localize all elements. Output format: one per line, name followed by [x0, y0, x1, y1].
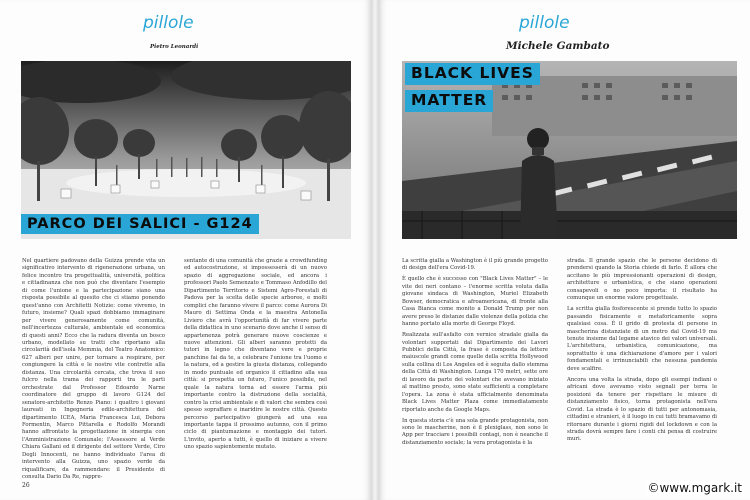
page-gutter — [371, 0, 379, 500]
page-number: 26 — [22, 482, 30, 489]
watermark: ©www.mgark.it — [647, 481, 742, 495]
section-title: pillole — [143, 13, 194, 33]
park-photo — [21, 61, 351, 239]
park-illustration — [21, 61, 351, 239]
street-photo — [402, 61, 737, 239]
paragraph: Ancora una volta la strada, dopo gli esempi indiani o africani dove avevamo visto segnali per terra le posizioni da tenere per rispettare le misure di distanziamento fisico, torna protagonista nell'era Covid. La strada è lo spazio di tutti per antonomasia, cittadini e stranieri, è il luogo in cui tutti bramavamo di ritornare durante i giorni rigidi del lockdown e con la strada dovrà sempre fare i conti chi pensa di costruire muri. — [567, 376, 717, 443]
author-name: Michele Gambato — [506, 40, 610, 52]
article-column-2 — [184, 258, 327, 455]
paragraph: La scritta gialla a Washington è il più grande progetto di design dell'era Covid-19. — [402, 258, 548, 272]
paragraph: Realizzata sull'asfalto con vernice stradale gialla da volontari supportati dal Dipartimento dei Lavori Pubblici della Città, la frase è composta da lettere maiuscole grandi come quelle della scritta Hollywood sulla collina di Los Angeles ed è seguita dallo stemma della Città di Washington. Lunga 170 metri, sette ore di lavoro da parte dei volontari che avevano iniziato al mattino presto, sono state sufficienti a completare l'opera. La zona è stata ufficialmente denominata Black Lives Matter Plaza come immediatamente riportato anche da Google Maps. — [402, 332, 548, 413]
left-page — [0, 0, 371, 500]
banner-line-1: BLACK LIVES — [405, 63, 540, 85]
author-name: Pietro Leonardi — [150, 44, 199, 50]
paragraph: Nel quartiere padovano della Guizza prende vita un significativo intervento di rigenerazione urbana, un felice incontro tra progettualità, università, politica e cittadinanza che non può che diventare l'esempio di come l'unione e la partecipazione siano una risposta possibile al quesito che ci stiamo ponendo quest'anno con Architetti Notizie: come vivremo, in futuro, insieme? Quali spazi dobbiamo immaginare per vivere generosamente come comunità, nell'incertezza culturale, ambientale ed economica di questi anni? Ecco che la radura diventa un bosco urbano, modellato su tratti che riportano alla circolarità dell'isola Memmia, del Teatro Anatomico: 627 alberi per unire, per tornare a respirare, per congiungere la città e le nostre vite contrette alla distanza. Una circolarità cercata, che trova il suo fulcro nella trama dei rapporti tra le parti orchestrate dal Professor Edoardo Narne coordinatore del gruppo di lavoro G124 del senatore-architetto Renzo Piano: i quattro i giovani laureati in Ingegneria edile-architettura del dipartimento ICEA, Maria Francesca Lui, Debora Formentin, Marco Pittarella e Rodolfo Morandi hanno affrontato la progettazione in sinergia con l'Amministrazione Comunale; l'Assessore al Verde Chiara Gallani ed il dirigente del settore Verde, Ciro Degli Innocenti, ne hanno individuato l'area di intervento alla Guizza, uno spazio verde da riqualificare, da rammendare: il Presidente di consulta Dario Da Re, rappre- — [22, 258, 165, 481]
right-page — [379, 0, 750, 500]
article-column-1 — [22, 258, 165, 485]
article-banner: PARCO DEI SALICI - G124 — [21, 214, 259, 234]
paragraph: sentante di una comunità che grazie a crowdfunding ed autocostruzione, si impossesserà di un nuovo spazio di aggregazione sociale, ed ancora i professori Paolo Semenzato e Tommaso Anfodillo del Dipartimento Territorio e Sistemi Agro-Forestali di Padova per la scelta delle specie arboree, e molti complici che faranno vivere il parco: come Aurora Di Mauro di Settima Onda e la maestra Antonella Liviero che avrà l'opportunità di far vivere parte della didattica in uno scenario dove anche il senso di appartenenza potrà generare nuove coscienze e nuove attenzioni. Gli alberi saranno protetti da tutori in legno che diventano vere e proprie panchine fai da te, a celebrare l'unione tra l'uomo e la natura, ed a gestire la giusta distanza, collegando in modo puntuale ed organico il cittadino alla sua città: si prospetta un futuro, l'unico possibile, nel quale la natura torna ad essere l'arma più importante contro la distruzione della socialità, contro la crisi ambientale e di valori che sembra così spesso sopraffare e inaridire le nostre città. Questo percorso partecipativo giungerà ad una sua importante tappa il prossimo autunno, con il primo ciclo di piantumazione e montaggio dei tutori. L'invito, aperto a tutti, è quello di iniziare a vivere uno spazio sapientemente mutato. — [184, 258, 327, 451]
paragraph: La scritta gialla fosforescente si prende tutto lo spazio passando fisicamente e metaforicamente sopra qualsiasi cosa. È il grido di protesta di persone in mascherina distanziate di un metro dal Covid-19 ma tenute insieme dal legame atavico dei valori universali. L'architettura, urbanistica, comunicazione, ma soprattutto è una dichiarazione d'amore per i valori fondamentali e irrinunciabili che nessuna pandemia deve scalfire. — [567, 306, 717, 372]
banner-line-2: MATTER — [405, 90, 493, 112]
street-illustration — [402, 61, 737, 239]
article-column-1 — [402, 258, 548, 451]
article-column-2 — [567, 258, 717, 447]
paragraph: strada. Il grande spazio che le persone decidono di prendersi quando la Storia chiede di farlo. È allora che accitano le più impressionanti operazioni di design, architetture e urbanistica, e che siano operazioni consapevoli o no poco importa: il risultato ha comunque un enorme valore progettuale. — [567, 258, 717, 302]
section-title: pillole — [519, 13, 570, 33]
paragraph: È quello che è successo con "Black Lives Matter" – le vite dei neri contano – l'enorme scritta voluta dalla giovane sindaca di Washington, Muriel Elizabeth Bowser, democratica e afroamericana, di fronte alla Casa Bianca come monito a Donald Trump per non avere preso le distanze dalle violenze della polizia che hanno portato alla morte di George Floyd. — [402, 276, 548, 328]
paragraph: In questa storia c'è una sola grande protagonista, non sono le mascherine, non è il plexiglass, non sono le App per tracciare i possibili contagi, non è neanche il distanziamento sociale; la vera protagonista è la — [402, 417, 548, 446]
